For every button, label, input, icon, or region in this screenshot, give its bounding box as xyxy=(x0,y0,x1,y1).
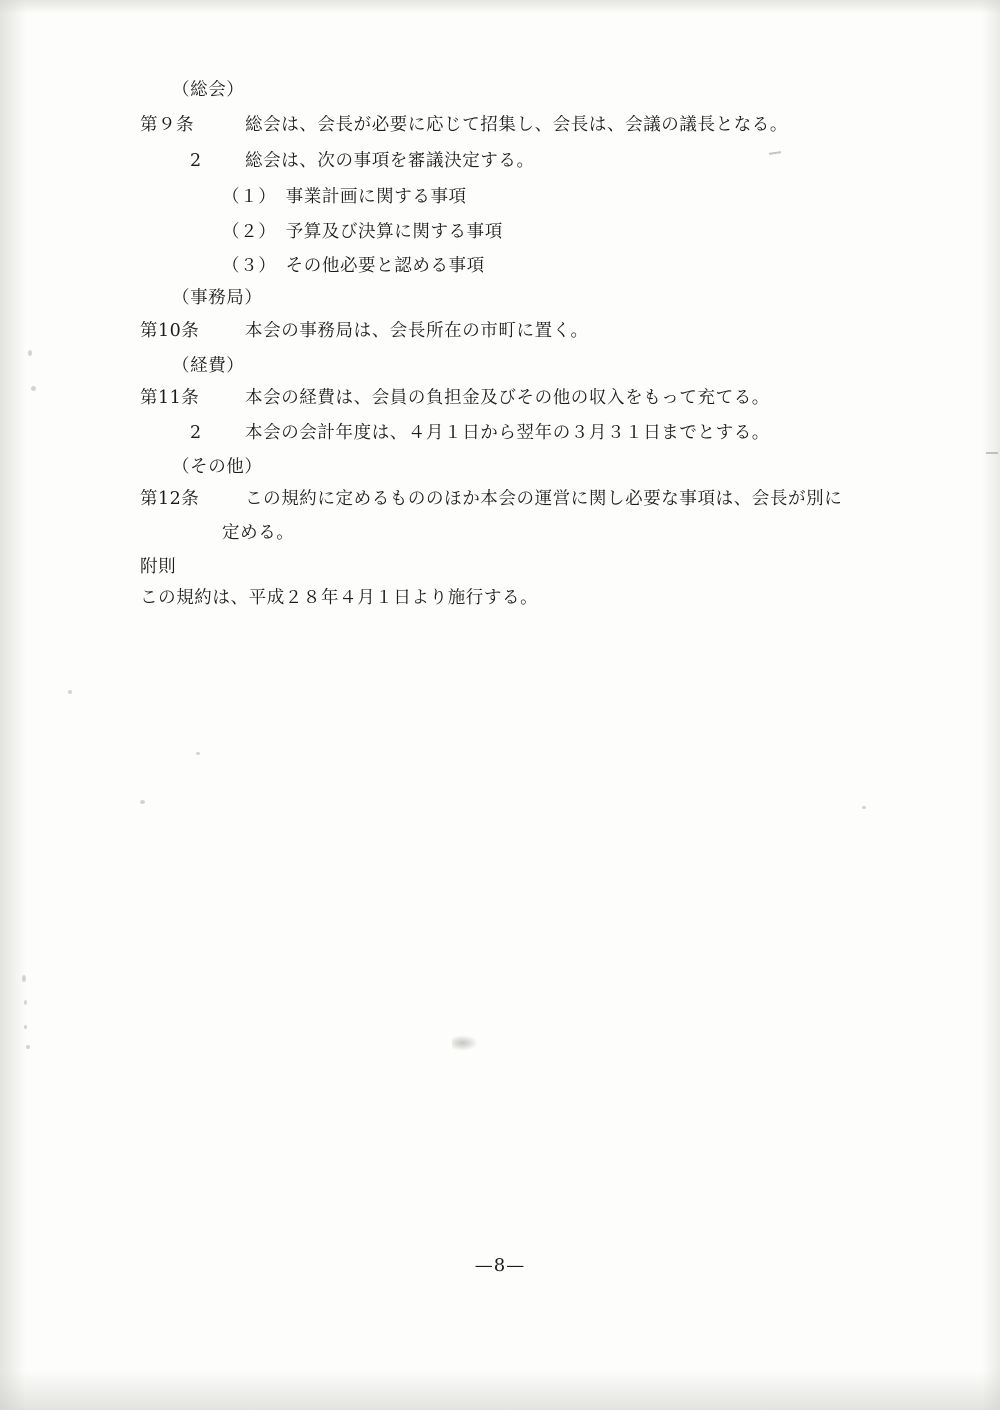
scan-edge-tick xyxy=(986,452,998,454)
speck xyxy=(24,1025,27,1029)
article-12-body-line-2: 定める。 xyxy=(222,523,295,543)
heading-expenses: （経費） xyxy=(172,356,245,376)
speck xyxy=(22,975,26,982)
speck xyxy=(28,350,32,356)
article-9-clause-2-number: 2 xyxy=(190,151,202,171)
speck xyxy=(196,752,200,755)
scan-edge-shadow-top xyxy=(0,0,1000,14)
article-11-number: 第11条 xyxy=(140,388,200,408)
article-9-item-2: （２） 予算及び決算に関する事項 xyxy=(222,222,503,242)
scan-edge-shadow-left xyxy=(0,0,26,1410)
speck xyxy=(26,1045,30,1049)
heading-other: （その他） xyxy=(172,457,263,477)
speck xyxy=(31,386,36,391)
article-10-body: 本会の事務局は、会長所在の市町に置く。 xyxy=(245,321,589,341)
article-9-item-3: （３） その他必要と認める事項 xyxy=(222,256,485,276)
speck xyxy=(862,806,866,809)
article-11-clause-2-number: 2 xyxy=(190,423,202,443)
article-9-item-1: （１） 事業計画に関する事項 xyxy=(222,187,467,207)
supplementary-provisions-body: この規約は、平成２８年４月１日より施行する。 xyxy=(140,588,539,608)
scan-edge-shadow-right xyxy=(982,0,1000,1410)
speck xyxy=(24,1000,27,1005)
supplementary-provisions-heading: 附則 xyxy=(140,557,177,577)
article-12-number: 第12条 xyxy=(140,489,200,509)
article-9-clause-2-body: 総会は、次の事項を審議決定する。 xyxy=(245,151,535,171)
article-11-clause-2-body: 本会の会計年度は、４月１日から翌年の３月３１日までとする。 xyxy=(245,423,770,443)
page-number: —8— xyxy=(474,1255,526,1276)
scan-edge-shadow-bottom xyxy=(0,1370,1000,1410)
article-9-body: 総会は、会長が必要に応じて招集し、会長は、会議の議長となる。 xyxy=(245,115,788,135)
heading-general-meeting: （総会） xyxy=(172,80,245,100)
scan-smudge xyxy=(452,1035,478,1051)
scan-stray-mark xyxy=(769,151,781,155)
article-9-number: 第９条 xyxy=(140,115,194,135)
heading-secretariat: （事務局） xyxy=(172,288,263,308)
article-12-body-line-1: この規約に定めるもののほか本会の運営に関し必要な事項は、会長が別に xyxy=(245,489,843,509)
article-10-number: 第10条 xyxy=(140,321,200,341)
speck xyxy=(68,690,72,694)
article-11-body: 本会の経費は、会員の負担金及びその他の収入をもって充てる。 xyxy=(245,388,770,408)
speck xyxy=(140,800,145,804)
